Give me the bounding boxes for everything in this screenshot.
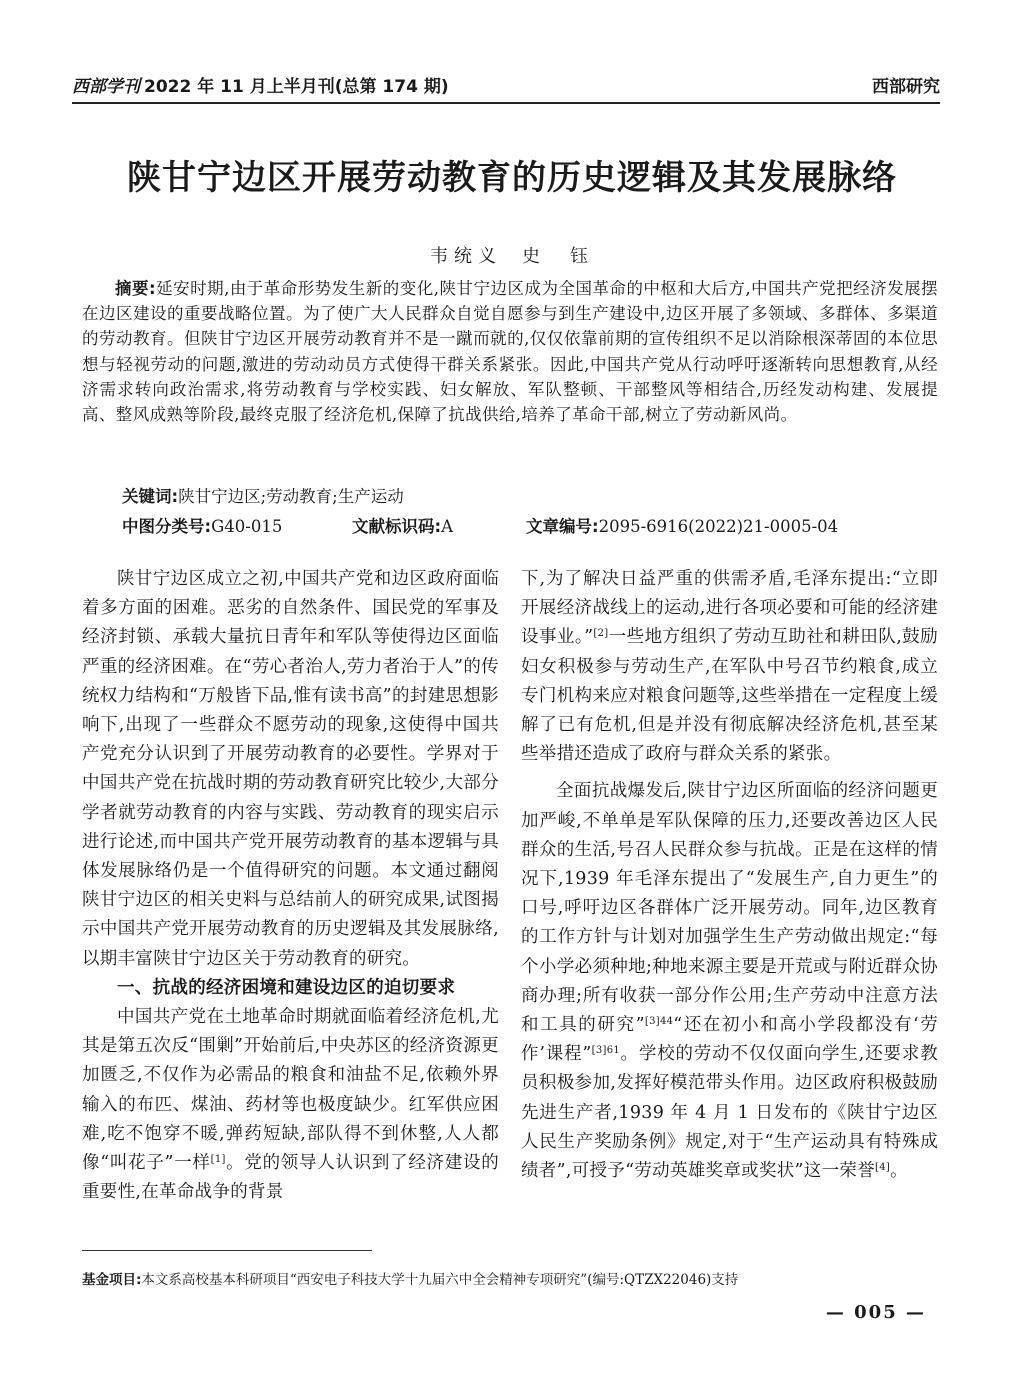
body-paragraph: 陕甘宁边区成立之初,中国共产党和边区政府面临着多方面的困难。恶劣的自然条件、国民党的军事及经济封锁、承载大量抗日青年和军队等使得边区面临严重的经济困难。在“劳心者治人,劳力者治于人”的传统权力结构和“万般皆下品,惟有读书高”的封建思想影响下,出现了一些群众不愿劳动的现象,这使得中国共产党充分认识到了开展劳动教育的必要性。学界对于中国共产党在抗战时期的劳动教育研究比较少,大部分学者就劳动教育的内容与实践、劳动教育的现实启示进行论述,而中国共产党开展劳动教育的基本逻辑与具体发展脉络仍是一个值得研究的问题。本文通过翻阅陕甘宁边区的相关史料与总结前人的研究成果,试图揭示中国共产党开展劳动教育的历史逻辑及其发展脉络,以期丰富陕甘宁边区关于劳动教育的研究。 [82,569,499,969]
page-number: — 005 — [825,1302,926,1323]
footnote-label: 基金项目: [82,1272,142,1288]
author-name: 史 钰 [522,246,594,267]
citation-ref: [3]61 [591,1045,621,1057]
body-column-right [521,565,938,1186]
clc-label: 中图分类号: [122,517,212,536]
paragraph-text: 全面抗战爆发后,陕甘宁边区所面临的经济问题更加严峻,不单单是军队保障的压力,还要改善边区人民群众的生活,号召人民群众参与抗战。正是在这样的情况下,1939 年毛泽东提出了“发展生产,自力更生”的口号,呼吁边区各群体广泛开展劳动。同年,边区教育的工作方针与计划对加强学生生产劳动做出规定:“每个小学必须种地;种地来源主要是开荒或与附近群众协商办理;所有收获一部分作公用;生产劳动中注意方法和工具的研究” [521,781,938,1036]
paragraph-text: 中国共产党在土地革命时期就面临着经济危机,尤其是第五次反“围剿”开始前后,中央苏区的经济资源更加匮乏,不仅作为必需品的粮食和油盐不足,依赖外界输入的布匹、煤油、药材等也极度缺少。红军供应困难,吃不饱穿不暖,弹药短缺,部队得不到休整,人人都像“叫花子”一样 [82,1007,499,1174]
body-paragraph [521,777,938,1186]
paragraph-text: “还在初小和高小学段都没有‘劳作’课程” [521,1015,939,1065]
doc-code [352,513,453,537]
running-header [72,68,940,104]
issue-text: 2022 年 11 月上半月刊(总第 174 期) [144,77,449,97]
citation-ref: [1] [210,1154,226,1166]
section-heading: 一、抗战的经济困境和建设边区的迫切要求 [117,977,456,998]
author-line [0,242,1024,268]
paragraph-text: 。党的领导人认识到了经济建设的重要性,在革命战争的背景 [82,1153,499,1203]
doc-value: A [441,517,454,536]
body-paragraph [82,1003,499,1207]
section-name: 西部研究 [872,77,940,97]
funding-footnote [82,1268,738,1288]
footnote-rule [82,1250,372,1251]
journal-issue [72,72,449,97]
keywords-label: 关键词: [122,487,179,506]
keywords [122,483,404,507]
paragraph-text: 。 [890,1161,908,1182]
article-value: 2095-6916(2022)21-0005-04 [598,517,839,536]
article-title: 陕甘宁边区开展劳动教育的历史逻辑及其发展脉络 [127,158,897,198]
citation-ref: [3]44 [644,1016,674,1028]
abstract [82,276,938,427]
keywords-text: 陕甘宁边区;劳动教育;生产运动 [178,487,404,506]
paragraph-text: 。学校的劳动不仅仅面向学生,还要求教员积极参加,发挥好模范带头作用。边区政府积极鼓励先进生产者,1939 年 4 月 1 日发布的《陕甘宁边区人民生产奖励条例》规定,对于“生产运动具有特殊成绩者”,可授予“劳动英雄奖章或奖状”这一荣誉 [521,1044,938,1182]
paragraph-text: 下,为了解决日益严重的供需矛盾,毛泽东提出:“立即开展经济战线上的运动,进行各项必要和可能的经济建设事业。” [521,569,938,648]
clc-value: G40-015 [211,517,283,536]
footnote-text: 本文系高校基本科研项目“西安电子科技大学十九届六中全会精神专项研究”(编号:QTZX22046)支持 [141,1272,739,1288]
body-paragraph [521,565,938,769]
paragraph-text: 一些地方组织了劳动互助社和耕田队,鼓励妇女积极参与劳动生产,在军队中号召节约粮食,成立专门机构来应对粮食问题等,这些举措在一定程度上缓解了已有危机,但是并没有彻底解决经济危机,甚至某些举措还造成了政府与群众关系的紧张。 [521,627,938,765]
doc-label: 文献标识码: [352,517,442,536]
article-label: 文章编号: [526,517,599,536]
author-name: 韦统义 [430,246,502,267]
citation-ref: [4] [875,1162,891,1174]
abstract-label: 摘要: [115,279,156,298]
classification-line [122,513,942,537]
journal-logo: 西部学刊 [72,77,140,97]
citation-ref: [2] [593,628,609,640]
abstract-text: 延安时期,由于革命形势发生新的变化,陕甘宁边区成为全国革命的中枢和大后方,中国共产党把经济发展摆在边区建设的重要战略位置。为了使广大人民群众自觉自愿参与到生产建设中,边区开展了多领域、多群体、多渠道的劳动教育。但陕甘宁边区开展劳动教育并不是一蹴而就的,仅仅依靠前期的宣传组织不足以消除根深蒂固的本位思想与轻视劳动的问题,激进的劳动动员方式使得干群关系紧张。因此,中国共产党从行动呼吁逐渐转向思想教育,从经济需求转向政治需求,将劳动教育与学校实践、妇女解放、军队整顿、干部整风等相结合,历经发动构建、发展提高、整风成熟等阶段,最终克服了经济危机,保障了抗战供给,培养了革命干部,树立了劳动新风尚。 [82,279,938,425]
clc-code [122,513,282,537]
body-column-left [82,565,499,1207]
article-number [526,513,838,537]
